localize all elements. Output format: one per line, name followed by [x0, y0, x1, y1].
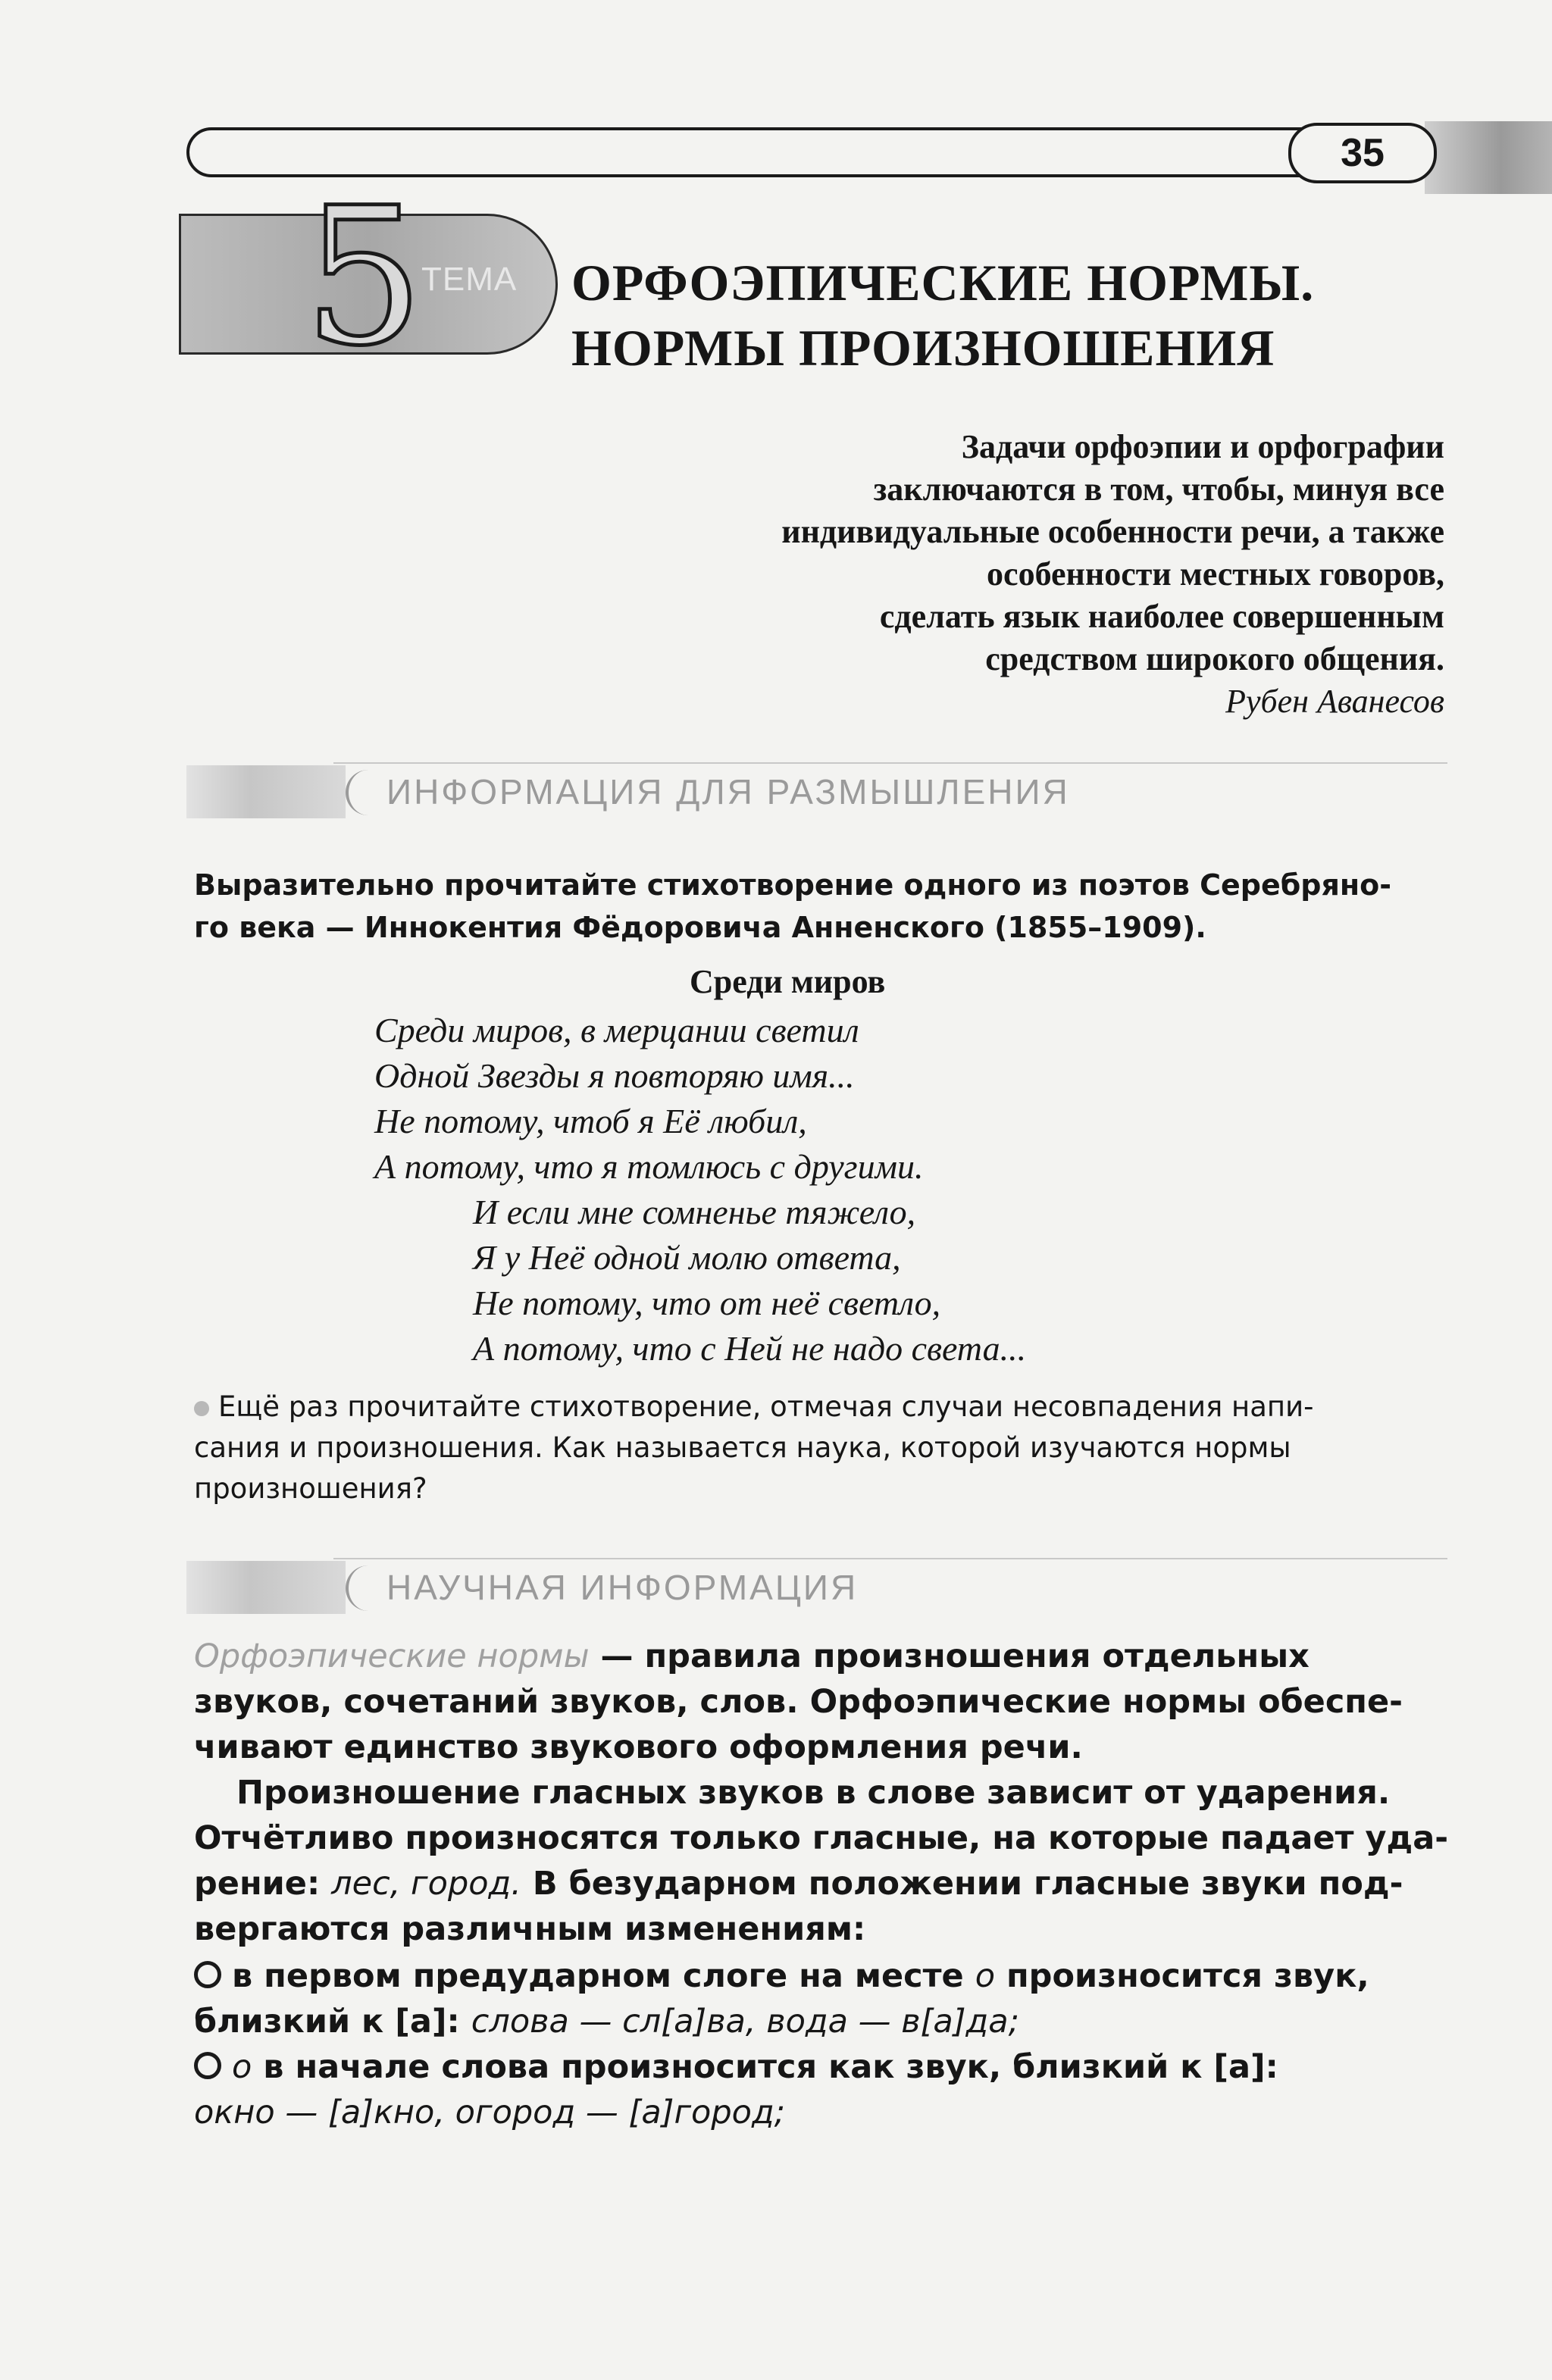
epigraph-line: индивидуальные особенности речи, а также [781, 513, 1444, 550]
section-title-science: НАУЧНАЯ ИНФОРМАЦИЯ [386, 1568, 859, 1607]
science-text: близкий к [а]: [194, 2003, 471, 2041]
circle-bullet-icon [194, 1961, 221, 1988]
science-text: чивают единство звукового оформления речи. [194, 1728, 1083, 1766]
science-text: в первом предударном слоге на месте [232, 1957, 975, 1995]
task-line: го века — Иннокентия Фёдоровича Анненского (1855–1909). [194, 911, 1206, 944]
task-line: Выразительно прочитайте стихотворение одного из поэтов Серебряно- [194, 868, 1392, 902]
question-line: Ещё раз прочитайте стихотворение, отмечая случаи несовпадения напи- [218, 1390, 1314, 1423]
science-text: — правила произношения отдельных [589, 1637, 1310, 1675]
poem-line: Я у Неё одной молю ответа, [473, 1238, 901, 1277]
topic-label: ТЕМА [421, 261, 518, 298]
section-shade [186, 1561, 346, 1614]
epigraph-line: средством широкого общения. [985, 640, 1444, 677]
section-rule [333, 762, 1447, 764]
science-text: в начале слова произносится как звук, близкий к [а]: [252, 2048, 1278, 2086]
example-text: слова — сл[а]ва, вода — в[а]да; [471, 2003, 1020, 2041]
science-text: вергаются различным изменениям: [194, 1910, 866, 1948]
rule-item-1 [149, 1953, 1452, 2044]
topic-number: 5 [303, 167, 424, 387]
science-text: Произношение гласных звуков в слове зависит от ударения. [236, 1774, 1391, 1812]
poem-line: И если мне сомненье тяжело, [473, 1193, 916, 1231]
poem-title: Среди миров [690, 963, 886, 1000]
example-text: о [975, 1957, 995, 1995]
poem-line: Одной Звезды я повторяю имя... [374, 1056, 855, 1095]
example-text: окно — [а]кно, огород — [а]город; [194, 2094, 786, 2131]
section-bracket [346, 1565, 379, 1611]
bullet-dot-icon [194, 1401, 209, 1416]
rule-item-2 [149, 2044, 1452, 2135]
poem-line: Не потому, что от неё светло, [473, 1284, 941, 1322]
chapter-title-line: ОРФОЭПИЧЕСКИЕ НОРМЫ. [571, 254, 1315, 311]
page-number: 35 [1288, 123, 1437, 183]
example-text: о [232, 2048, 252, 2086]
header-shade [1425, 121, 1552, 194]
chapter-title-line: НОРМЫ ПРОИЗНОШЕНИЯ [571, 319, 1275, 377]
science-text: произносится звук, [995, 1957, 1369, 1995]
science-text: Отчётливо произносятся только гласные, на которые падает уда- [194, 1819, 1449, 1857]
poem-line: А потому, что с Ней не надо света... [473, 1329, 1027, 1368]
epigraph-line: Задачи орфоэпии и орфографии [961, 428, 1444, 465]
poem-line: А потому, что я томлюсь с другими. [374, 1147, 924, 1186]
poem-line: Среди миров, в мерцании светил [374, 1011, 859, 1049]
epigraph [530, 426, 1444, 680]
example-text: лес, город. [331, 1865, 521, 1903]
section-bracket [346, 770, 379, 815]
section-rule [333, 1558, 1447, 1559]
task-text [194, 864, 1452, 949]
epigraph-line: сделать язык наиболее совершенным [879, 598, 1444, 635]
science-text: В безударном положении гласные звуки под- [521, 1865, 1403, 1903]
section-title-reflection: ИНФОРМАЦИЯ ДЛЯ РАЗМЫШЛЕНИЯ [386, 772, 1070, 812]
chapter-title [571, 250, 1466, 380]
epigraph-line: заключаются в том, чтобы, минуя все [873, 471, 1444, 508]
science-paragraph-2 [194, 1770, 1452, 1952]
science-paragraph-1 [194, 1634, 1452, 1770]
science-text: рение: [194, 1865, 332, 1903]
section-shade [186, 765, 346, 818]
epigraph-line: особенности местных говоров, [987, 555, 1444, 593]
question-line: сания и произношения. Как называется наука, которой изучаются нормы [194, 1431, 1291, 1464]
circle-bullet-icon [194, 2052, 221, 2079]
science-text: звуков, сочетаний звуков, слов. Орфоэпические нормы обеспе- [194, 1683, 1403, 1721]
epigraph-author: Рубен Аванесов [1225, 683, 1444, 720]
poem-line: Не потому, чтоб я Её любил, [374, 1102, 807, 1140]
term-orthoepic-norms: Орфоэпические нормы [194, 1637, 590, 1675]
question-text [194, 1387, 1452, 1509]
question-line: произношения? [194, 1472, 427, 1505]
